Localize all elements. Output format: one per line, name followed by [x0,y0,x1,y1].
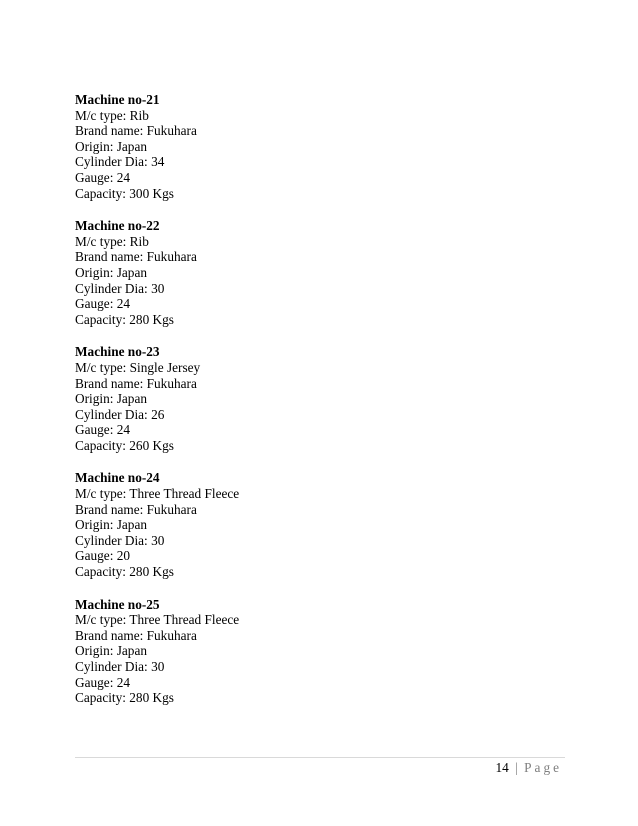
machine-brand: Brand name: Fukuhara [75,123,197,139]
machine-brand: Brand name: Fukuhara [75,375,197,391]
machine-origin: Origin: Japan [75,264,148,280]
machine-list [75,92,565,723]
machine-title: Machine no-24 [75,470,160,486]
machine-type: M/c type: Three Thread Fleece [75,612,240,628]
machine-title: Machine no-21 [75,92,160,107]
page-number: 14 [495,760,509,775]
machine-entry-21 [75,92,565,201]
machine-entry-22 [75,218,565,327]
machine-origin: Origin: Japan [75,391,148,407]
machine-type: M/c type: Single Jersey [75,359,201,375]
machine-cylinder-dia: Cylinder Dia: 30 [75,532,165,548]
machine-cylinder-dia: Cylinder Dia: 26 [75,406,165,422]
page-label: Page [524,760,562,775]
machine-gauge: Gauge: 24 [75,296,131,312]
machine-origin: Origin: Japan [75,643,148,659]
machine-cylinder-dia: Cylinder Dia: 30 [75,280,165,296]
machine-capacity: Capacity: 280 Kgs [75,690,174,706]
machine-title: Machine no-22 [75,218,160,234]
machine-gauge: Gauge: 24 [75,169,131,185]
machine-type: M/c type: Rib [75,233,149,249]
machine-capacity: Capacity: 300 Kgs [75,185,174,201]
machine-origin: Origin: Japan [75,517,148,533]
machine-cylinder-dia: Cylinder Dia: 30 [75,659,165,674]
machine-capacity: Capacity: 280 Kgs [75,311,174,327]
machine-brand: Brand name: Fukuhara [75,501,197,517]
machine-type: M/c type: Rib [75,107,149,123]
footer-separator: | [515,760,518,775]
machine-entry-25 [75,597,565,706]
machine-gauge: Gauge: 20 [75,548,131,564]
page-footer [496,760,562,776]
machine-title: Machine no-25 [75,596,160,612]
machine-entry-24 [75,470,565,579]
machine-type: M/c type: Three Thread Fleece [75,486,240,502]
machine-title: Machine no-23 [75,344,160,360]
footer-divider [75,757,565,758]
machine-brand: Brand name: Fukuhara [75,627,197,643]
machine-capacity: Capacity: 280 Kgs [75,564,174,580]
machine-entry-23 [75,344,565,453]
machine-cylinder-dia: Cylinder Dia: 34 [75,154,165,170]
machine-brand: Brand name: Fukuhara [75,249,197,265]
machine-gauge: Gauge: 24 [75,422,131,438]
machine-capacity: Capacity: 260 Kgs [75,437,174,453]
machine-gauge: Gauge: 24 [75,674,131,690]
machine-origin: Origin: Japan [75,138,148,154]
